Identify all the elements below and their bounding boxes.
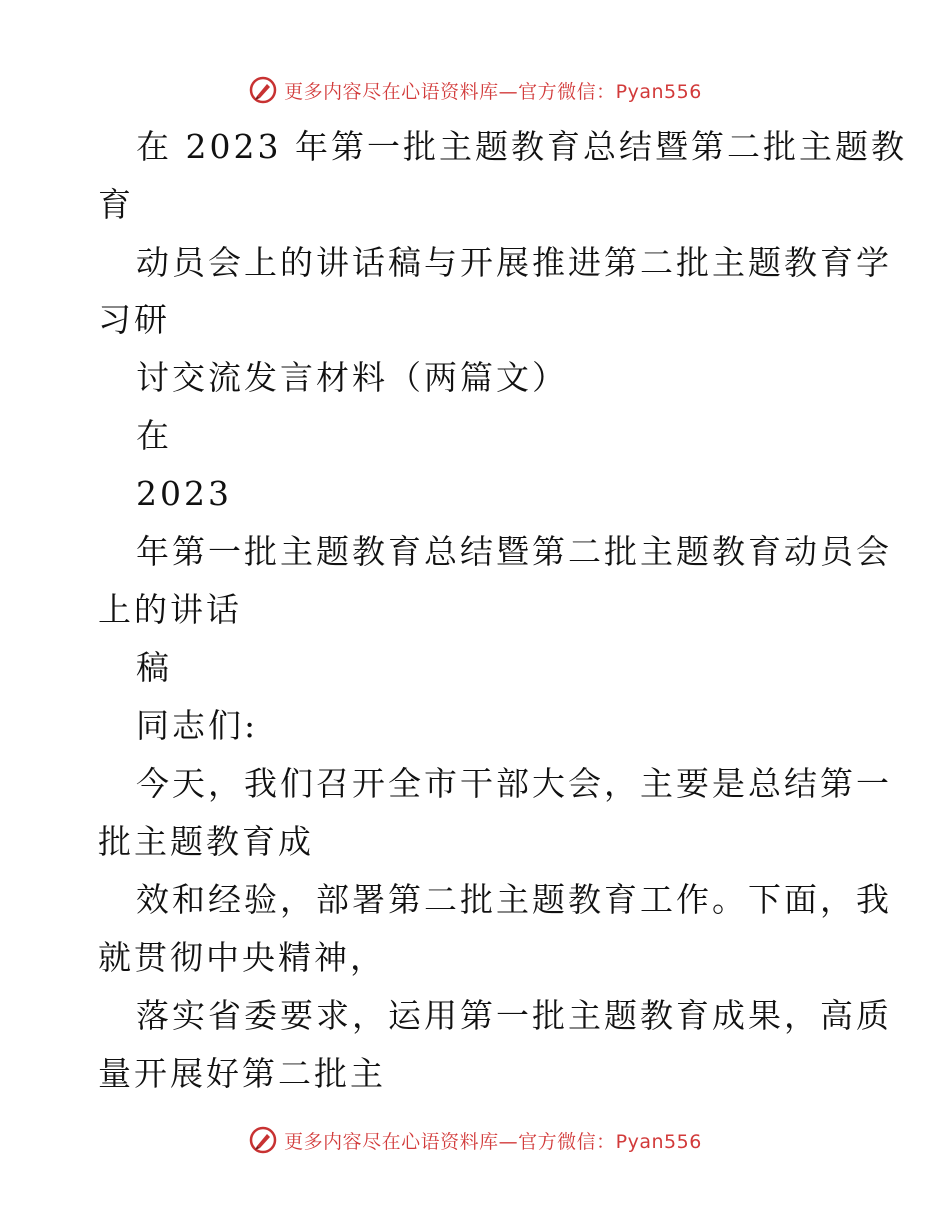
- text-line: 效和经验，部署第二批主题教育工作。下面，我: [136, 880, 892, 919]
- text-line: 在: [136, 416, 172, 455]
- text-line: 今天，我们召开全市干部大会，主要是总结第一: [136, 764, 892, 803]
- text-line: 同志们:: [136, 706, 259, 745]
- header-banner-text: 更多内容尽在心语资料库—官方微信：Pyan556: [284, 80, 702, 103]
- text-line: 育: [98, 185, 134, 224]
- footer-banner-inner: [248, 1125, 702, 1155]
- text-line: 年第一批主题教育总结暨第二批主题教育动员会: [136, 532, 892, 571]
- text-line: 讨交流发言材料（两篇文）: [136, 358, 568, 397]
- text-line: 习研: [98, 300, 170, 339]
- text-line: 落实省委要求，运用第一批主题教育成果，高质: [136, 996, 892, 1035]
- pen-logo-icon: [248, 1125, 278, 1155]
- text-line: 稿: [136, 648, 172, 687]
- text-line: 动员会上的讲话稿与开展推进第二批主题教育学: [136, 243, 892, 282]
- text-line: 量开展好第二批主: [98, 1054, 386, 1093]
- text-line: 上的讲话: [98, 590, 242, 629]
- text-line: 就贯彻中央精神，: [98, 938, 386, 977]
- footer-banner: [0, 1120, 950, 1160]
- text-line: 2023: [136, 474, 232, 513]
- text-line: 批主题教育成: [98, 822, 314, 861]
- footer-banner-text: 更多内容尽在心语资料库—官方微信：Pyan556: [284, 1130, 702, 1153]
- text-line: 在 2023 年第一批主题教育总结暨第二批主题教: [136, 127, 907, 166]
